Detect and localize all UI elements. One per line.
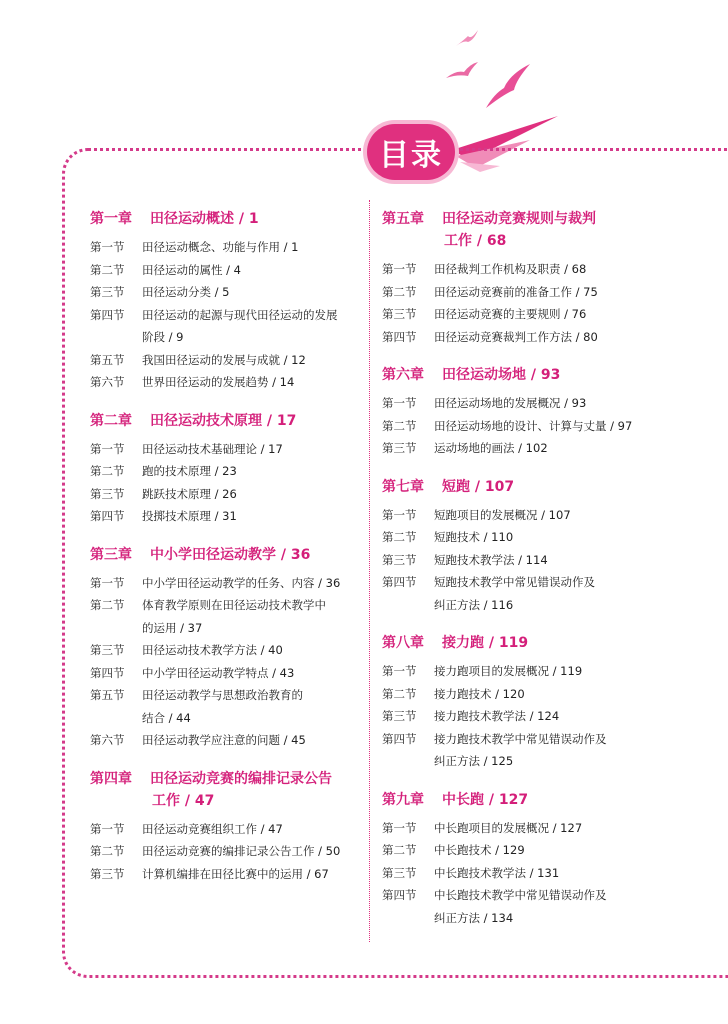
section-title bbox=[434, 281, 712, 304]
section-entry[interactable] bbox=[90, 729, 360, 752]
section-title-line: 田径运动技术教学方法 / 40 bbox=[142, 643, 283, 657]
section-number: 第三节 bbox=[90, 866, 125, 881]
chapter-name: 中长跑 / 127 bbox=[442, 791, 529, 808]
section-title-line: 接力跑技术教学中常见错误动作及 bbox=[434, 731, 607, 746]
section-number: 第四节 bbox=[382, 731, 417, 746]
section-entry[interactable] bbox=[382, 862, 712, 885]
section-title bbox=[142, 505, 360, 528]
chapter-name: 田径运动竞赛规则与裁判 bbox=[442, 211, 596, 227]
section-title bbox=[142, 840, 360, 863]
bird-large-icon bbox=[486, 64, 530, 108]
chapter-title[interactable] bbox=[382, 476, 712, 498]
section-number: 第四节 bbox=[382, 575, 417, 589]
section-number: 第三节 bbox=[382, 552, 417, 567]
section-title-line: 纠正方法 / 134 bbox=[434, 910, 514, 925]
chapter-number: 第九章 bbox=[382, 791, 424, 808]
section-title bbox=[142, 639, 360, 662]
chapter-name-continued: 工作 / 68 bbox=[444, 233, 507, 249]
section-title bbox=[142, 572, 360, 595]
section-title bbox=[142, 729, 360, 752]
toc-right-column bbox=[382, 208, 712, 945]
section-title-line: 田径运动的属性 / 4 bbox=[142, 262, 242, 277]
section-title-line: 纠正方法 / 116 bbox=[434, 597, 514, 612]
section-title-line: 结合 / 44 bbox=[142, 710, 191, 725]
section-entry[interactable] bbox=[90, 840, 360, 863]
section-entry[interactable] bbox=[90, 863, 360, 886]
chapter-title[interactable] bbox=[382, 632, 712, 654]
section-number: 第四节 bbox=[90, 307, 125, 322]
section-title-line: 田径运动竞赛组织工作 / 47 bbox=[142, 821, 283, 836]
section-title-line: 阶段 / 9 bbox=[142, 330, 184, 344]
section-entry[interactable] bbox=[382, 504, 712, 527]
section-title-line: 田径运动教学应注意的问题 / 45 bbox=[142, 733, 306, 747]
section-title-line: 中长跑技术教学法 / 131 bbox=[434, 865, 560, 880]
chapter-number: 第七章 bbox=[382, 478, 424, 495]
section-title-line: 跑的技术原理 / 23 bbox=[142, 464, 237, 478]
section-title bbox=[434, 303, 712, 326]
section-number: 第三节 bbox=[382, 307, 417, 321]
section-title bbox=[142, 371, 360, 394]
section-title bbox=[434, 884, 712, 929]
section-number: 第二节 bbox=[382, 418, 417, 433]
section-entry[interactable] bbox=[382, 281, 712, 304]
section-title-line: 田径运动竞赛的编排记录公告工作 / 50 bbox=[142, 844, 341, 858]
bird-medium-icon bbox=[446, 62, 478, 78]
chapter-title[interactable] bbox=[382, 364, 712, 386]
section-number: 第四节 bbox=[382, 329, 417, 344]
section-title bbox=[142, 684, 360, 729]
section-title-line: 体育教学原则在田径运动技术教学中 bbox=[142, 598, 326, 612]
section-entry[interactable] bbox=[90, 818, 360, 841]
section-number: 第二节 bbox=[382, 284, 417, 299]
section-entry[interactable] bbox=[90, 505, 360, 528]
chapter-title[interactable] bbox=[382, 789, 712, 811]
section-entry[interactable] bbox=[90, 438, 360, 461]
section-title bbox=[142, 818, 360, 841]
section-title-line: 田径运动竞赛前的准备工作 / 75 bbox=[434, 284, 598, 299]
section-entry[interactable] bbox=[90, 304, 360, 349]
section-title bbox=[434, 683, 712, 706]
chapter-title[interactable] bbox=[90, 544, 360, 566]
section-title-line: 短跑技术 / 110 bbox=[434, 530, 514, 544]
section-title-line: 田径运动的起源与现代田径运动的发展 bbox=[142, 307, 338, 322]
section-title-line: 接力跑项目的发展概况 / 119 bbox=[434, 664, 583, 678]
section-entry[interactable] bbox=[382, 437, 712, 460]
section-entry[interactable] bbox=[382, 728, 712, 773]
section-title-line: 世界田径运动的发展趋势 / 14 bbox=[142, 375, 295, 389]
chapter-number: 第三章 bbox=[90, 546, 132, 563]
section-entry[interactable] bbox=[90, 281, 360, 304]
section-title-line: 的运用 / 37 bbox=[142, 620, 203, 635]
section-entry[interactable] bbox=[90, 594, 360, 639]
section-title bbox=[142, 483, 360, 506]
section-title bbox=[142, 259, 360, 282]
section-number: 第四节 bbox=[90, 509, 125, 523]
section-title bbox=[434, 571, 712, 616]
chapter-name: 田径运动技术原理 / 17 bbox=[150, 412, 297, 429]
section-number: 第二节 bbox=[382, 686, 417, 701]
section-title-line: 中小学田径运动教学特点 / 43 bbox=[142, 665, 295, 680]
section-title bbox=[142, 349, 360, 372]
chapter-number: 第二章 bbox=[90, 412, 132, 429]
section-title bbox=[434, 660, 712, 683]
section-number: 第二节 bbox=[382, 530, 417, 544]
section-title bbox=[142, 236, 360, 259]
section-number: 第四节 bbox=[90, 665, 125, 680]
section-title bbox=[434, 258, 712, 281]
section-entry[interactable] bbox=[382, 884, 712, 929]
section-title bbox=[142, 438, 360, 461]
section-entry[interactable] bbox=[382, 839, 712, 862]
section-entry[interactable] bbox=[382, 415, 712, 438]
section-number: 第一节 bbox=[382, 262, 417, 276]
section-title-line: 短跑技术教学中常见错误动作及 bbox=[434, 575, 595, 589]
section-entry[interactable] bbox=[90, 259, 360, 282]
chapter-title[interactable] bbox=[382, 208, 712, 252]
section-title bbox=[434, 817, 712, 840]
section-title bbox=[434, 839, 712, 862]
section-number: 第五节 bbox=[90, 688, 125, 702]
chapter bbox=[90, 768, 360, 886]
section-title bbox=[434, 415, 712, 438]
section-title-line: 短跑项目的发展概况 / 107 bbox=[434, 507, 571, 522]
section-number: 第三节 bbox=[90, 643, 125, 657]
section-title bbox=[142, 281, 360, 304]
section-number: 第五节 bbox=[90, 352, 125, 367]
section-title bbox=[434, 392, 712, 415]
section-title bbox=[142, 304, 360, 349]
section-title-line: 接力跑技术 / 120 bbox=[434, 686, 525, 701]
page-title: 目录 bbox=[367, 124, 455, 180]
chapter-number: 第五章 bbox=[382, 211, 424, 227]
chapter-title[interactable] bbox=[90, 768, 360, 812]
section-entry[interactable] bbox=[382, 392, 712, 415]
chapter-number: 第一章 bbox=[90, 211, 132, 227]
section-title bbox=[434, 705, 712, 728]
section-entry[interactable] bbox=[90, 371, 360, 394]
section-title-line: 田径运动分类 / 5 bbox=[142, 285, 230, 299]
chapter-name: 中小学田径运动教学 / 36 bbox=[150, 546, 311, 563]
section-number: 第一节 bbox=[382, 507, 417, 522]
section-title bbox=[434, 728, 712, 773]
section-title-line: 田径运动竞赛的主要规则 / 76 bbox=[434, 307, 587, 321]
section-entry[interactable] bbox=[382, 571, 712, 616]
section-number: 第一节 bbox=[382, 396, 417, 410]
chapter-number: 第八章 bbox=[382, 635, 424, 651]
section-title-line: 中长跑技术 / 129 bbox=[434, 843, 525, 857]
chapter-name: 接力跑 / 119 bbox=[442, 635, 529, 651]
section-entry[interactable] bbox=[90, 662, 360, 685]
section-entry[interactable] bbox=[90, 639, 360, 662]
section-title bbox=[142, 662, 360, 685]
section-title-line: 我国田径运动的发展与成就 / 12 bbox=[142, 352, 306, 367]
section-title bbox=[142, 594, 360, 639]
section-title-line: 田径运动教学与思想政治教育的 bbox=[142, 688, 303, 702]
section-entry[interactable] bbox=[90, 460, 360, 483]
toc-left-column bbox=[90, 208, 360, 901]
section-title-line: 田径运动竞赛裁判工作方法 / 80 bbox=[434, 329, 598, 344]
section-number: 第二节 bbox=[90, 844, 125, 858]
section-title-line: 田径运动技术基础理论 / 17 bbox=[142, 441, 283, 456]
section-title-line: 田径裁判工作机构及职责 / 68 bbox=[434, 262, 587, 276]
chapter bbox=[382, 789, 712, 930]
section-entry[interactable] bbox=[90, 236, 360, 259]
section-title-line: 田径运动场地的发展概况 / 93 bbox=[434, 396, 587, 410]
section-entry[interactable] bbox=[382, 683, 712, 706]
section-title-line: 中长跑项目的发展概况 / 127 bbox=[434, 820, 583, 835]
chapter-name: 田径运动竞赛的编排记录公告 bbox=[150, 770, 332, 787]
chapter bbox=[382, 364, 712, 460]
section-title bbox=[434, 862, 712, 885]
section-number: 第三节 bbox=[382, 441, 417, 455]
section-number: 第六节 bbox=[90, 733, 125, 747]
section-title bbox=[434, 437, 712, 460]
chapter-name: 田径运动场地 / 93 bbox=[442, 367, 561, 383]
section-entry[interactable] bbox=[90, 349, 360, 372]
section-title-line: 中长跑技术教学中常见错误动作及 bbox=[434, 888, 607, 902]
chapter-name-continued: 工作 / 47 bbox=[152, 792, 215, 809]
section-number: 第二节 bbox=[90, 598, 125, 612]
section-number: 第三节 bbox=[90, 486, 125, 501]
section-title-line: 中小学田径运动教学的任务、内容 / 36 bbox=[142, 575, 341, 590]
section-title bbox=[434, 504, 712, 527]
section-entry[interactable] bbox=[382, 303, 712, 326]
section-number: 第一节 bbox=[90, 240, 125, 254]
section-title-line: 田径运动概念、功能与作用 / 1 bbox=[142, 240, 299, 254]
section-entry[interactable] bbox=[90, 684, 360, 729]
section-number: 第一节 bbox=[382, 820, 417, 835]
section-title bbox=[434, 549, 712, 572]
section-title bbox=[142, 863, 360, 886]
section-title-line: 投掷技术原理 / 31 bbox=[142, 509, 237, 523]
section-entry[interactable] bbox=[382, 326, 712, 349]
bird-small-icon bbox=[456, 30, 478, 46]
chapter bbox=[382, 632, 712, 773]
section-entry[interactable] bbox=[382, 817, 712, 840]
section-number: 第二节 bbox=[90, 262, 125, 277]
chapter-number: 第六章 bbox=[382, 367, 424, 383]
section-number: 第三节 bbox=[382, 709, 417, 723]
chapter bbox=[90, 208, 360, 394]
section-entry[interactable] bbox=[90, 572, 360, 595]
section-number: 第三节 bbox=[90, 285, 125, 299]
section-number: 第六节 bbox=[90, 375, 125, 389]
section-title-line: 短跑技术教学法 / 114 bbox=[434, 552, 548, 567]
section-number: 第四节 bbox=[382, 888, 417, 902]
section-title bbox=[142, 460, 360, 483]
chapter-title[interactable] bbox=[90, 208, 360, 230]
section-title-line: 接力跑技术教学法 / 124 bbox=[434, 709, 560, 723]
section-entry[interactable] bbox=[382, 526, 712, 549]
section-title-line: 田径运动场地的设计、计算与丈量 / 97 bbox=[434, 418, 633, 433]
section-title-line: 跳跃技术原理 / 26 bbox=[142, 486, 237, 501]
section-number: 第一节 bbox=[90, 821, 125, 836]
chapter-name: 田径运动概述 / 1 bbox=[150, 211, 259, 227]
section-title-line: 纠正方法 / 125 bbox=[434, 754, 514, 768]
column-divider bbox=[369, 200, 371, 942]
section-number: 第一节 bbox=[90, 575, 125, 590]
section-number: 第三节 bbox=[382, 865, 417, 880]
section-title-line: 运动场地的画法 / 102 bbox=[434, 441, 548, 455]
chapter-name: 短跑 / 107 bbox=[442, 478, 515, 495]
section-title-line: 计算机编排在田径比赛中的运用 / 67 bbox=[142, 866, 329, 881]
section-title bbox=[434, 326, 712, 349]
chapter bbox=[90, 544, 360, 752]
section-entry[interactable] bbox=[382, 705, 712, 728]
section-title bbox=[434, 526, 712, 549]
chapter-number: 第四章 bbox=[90, 770, 132, 787]
section-entry[interactable] bbox=[382, 549, 712, 572]
section-entry[interactable] bbox=[90, 483, 360, 506]
section-entry[interactable] bbox=[382, 660, 712, 683]
chapter-title[interactable] bbox=[90, 410, 360, 432]
section-number: 第二节 bbox=[90, 464, 125, 478]
section-number: 第二节 bbox=[382, 843, 417, 857]
section-number: 第一节 bbox=[382, 664, 417, 678]
section-entry[interactable] bbox=[382, 258, 712, 281]
chapter bbox=[382, 208, 712, 348]
section-number: 第一节 bbox=[90, 441, 125, 456]
chapter bbox=[382, 476, 712, 617]
chapter bbox=[90, 410, 360, 528]
